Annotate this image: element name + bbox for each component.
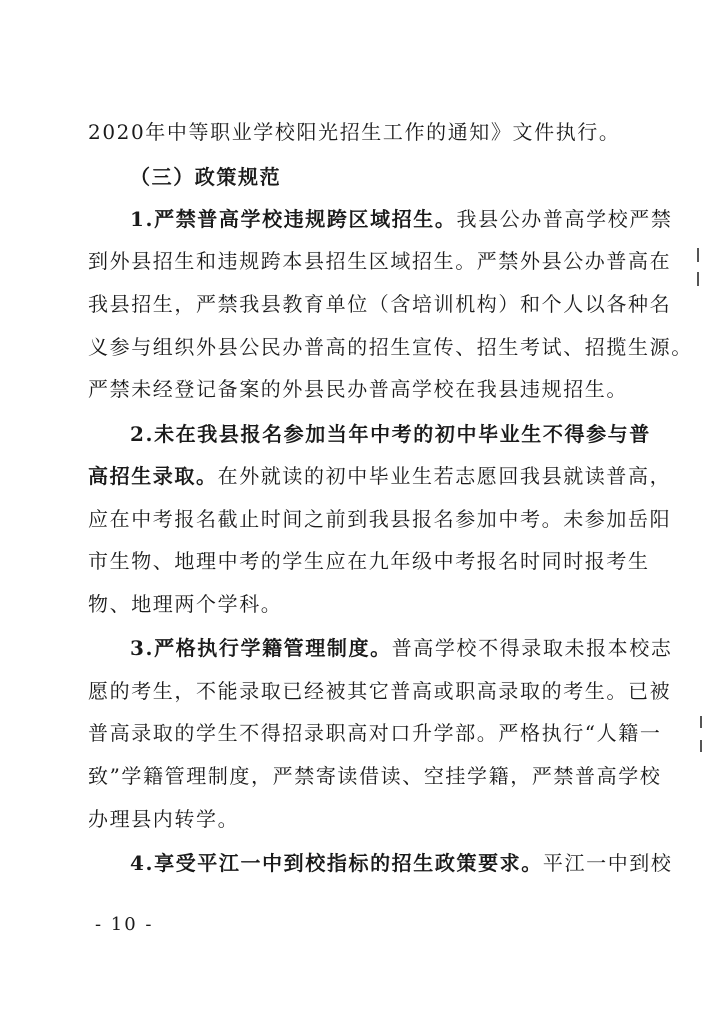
- item4-heading: 4.享受平江一中到校指标的招生政策要求。: [130, 851, 543, 875]
- text-line-item1: [130, 205, 673, 233]
- text-line-9: 应在中考报名截止时间之前到我县报名参加中考。未参加岳阳: [88, 507, 672, 531]
- text-line-16: 办理县内转学。: [88, 807, 240, 831]
- text-line-item4: [130, 849, 673, 877]
- text-line-14: 普高录取的学生不得招录职高对口升学部。严格执行“人籍一: [88, 721, 662, 745]
- item1-number: 1.: [130, 207, 155, 231]
- text-line-15: 致”学籍管理制度，严禁寄读借读、空挂学籍，严禁普高学校: [88, 764, 662, 788]
- text-line-item2-cont: [88, 462, 672, 490]
- item3-text: 普高学校不得录取未报本校志: [391, 636, 673, 660]
- text-line-4: 我县招生，严禁我县教育单位（含培训机构）和个人以各种名: [88, 292, 672, 316]
- item2-text: 在外就读的初中毕业生若志愿回我县就读普高，: [217, 464, 672, 488]
- text-line-11: 物、地理两个学科。: [88, 592, 283, 616]
- scan-mark-bottom-2: [700, 740, 702, 752]
- item1-text: 我县公办普高学校严禁: [456, 207, 673, 231]
- item2-heading: 2.未在我县报名参加当年中考的初中毕业生不得参与普: [130, 422, 651, 446]
- item3-heading: 3.严格执行学籍管理制度。: [130, 636, 392, 660]
- page-number: - 10 -: [95, 914, 154, 935]
- text-line-6: 严禁未经登记备案的外县民办普高学校在我县违规招生。: [88, 377, 628, 401]
- scan-mark-bottom: [700, 716, 702, 728]
- text-line-1: 2020年中等职业学校阳光招生工作的通知》文件执行。: [88, 120, 621, 144]
- section-heading: （三）政策规范: [130, 165, 282, 189]
- scan-mark-top-2: [697, 272, 699, 286]
- item2-heading-cont: 高招生录取。: [88, 464, 218, 488]
- text-line-3: 到外县招生和违规跨本县招生区域招生。严禁外县公办普高在: [88, 249, 672, 273]
- item4-text: 平江一中到校: [542, 851, 673, 875]
- text-line-13: 愿的考生，不能录取已经被其它普高或职高录取的考生。已被: [88, 679, 672, 703]
- scan-mark-top: [697, 248, 699, 262]
- item1-heading: 严禁普高学校违规跨区域招生。: [154, 207, 457, 231]
- text-line-10: 市生物、地理中考的学生应在九年级中考报名时同时报考生: [88, 549, 650, 573]
- text-line-5: 义参与组织外县公民办普高的招生宣传、招生考试、招揽生源。: [88, 335, 693, 359]
- text-line-item3: [130, 634, 673, 662]
